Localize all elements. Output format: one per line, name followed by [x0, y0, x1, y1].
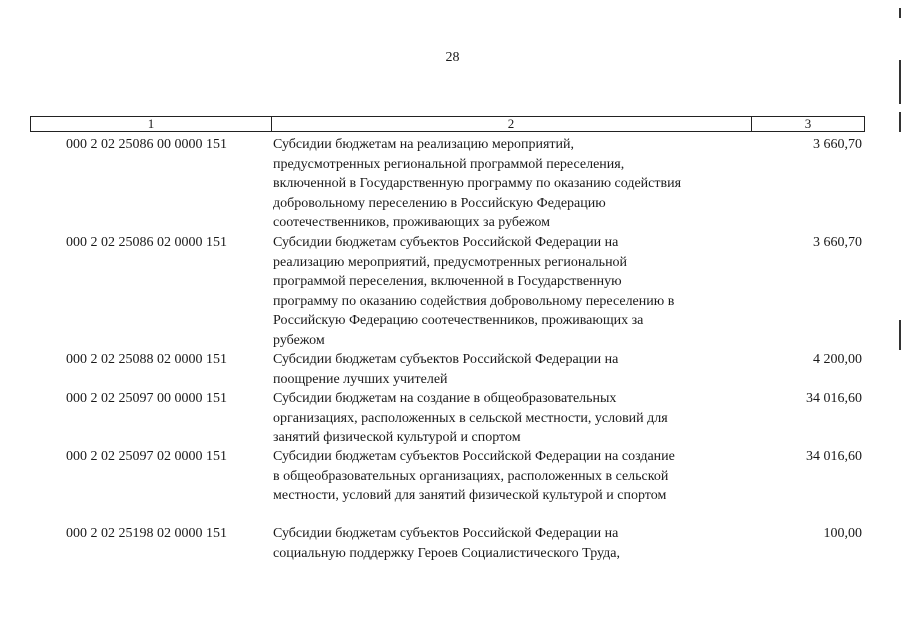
- description-line: программу по оказанию содействия добровольному переселению в: [273, 293, 675, 309]
- row-description: [273, 233, 723, 350]
- table-header: [30, 116, 865, 132]
- description-line: программой переселения, включенной в Государственную: [273, 274, 622, 289]
- row-description: [273, 135, 723, 233]
- description-line: поощрение лучших учителей: [273, 371, 448, 387]
- row-code: 000 2 02 25097 02 0000 151: [66, 449, 227, 464]
- description-line: рубежом: [273, 332, 325, 348]
- description-line: занятий физической культурой и спортом: [273, 430, 521, 445]
- row-amount: 100,00: [823, 526, 862, 541]
- row-code: 000 2 02 25086 02 0000 151: [66, 235, 227, 250]
- description-line: соотечественников, проживающих за рубежом: [273, 215, 550, 230]
- description-line: Субсидии бюджетам на создание в общеобразовательных: [273, 391, 617, 406]
- description-line: в общеобразовательных организациях, расположенных в сельской: [273, 468, 669, 484]
- scan-edge-mark: [899, 320, 901, 350]
- row-amount: 4 200,00: [813, 352, 862, 367]
- row-code: 000 2 02 25086 00 0000 151: [66, 137, 227, 152]
- description-line: организациях, расположенных в сельской местности, условий для: [273, 410, 668, 426]
- header-col-2: 2: [271, 117, 752, 131]
- description-line: Субсидии бюджетам субъектов Российской Федерации на: [273, 235, 619, 250]
- row-amount: 34 016,60: [806, 391, 862, 406]
- description-line: местности, условий для занятий физической культурой и спортом: [273, 488, 667, 503]
- row-amount: 34 016,60: [806, 449, 862, 464]
- scan-edge-mark: [899, 112, 901, 132]
- scan-edge-mark: [899, 8, 901, 18]
- row-code: 000 2 02 25097 00 0000 151: [66, 391, 227, 406]
- description-line: социальную поддержку Героев Социалистического Труда,: [273, 545, 620, 561]
- row-code: 000 2 02 25088 02 0000 151: [66, 352, 227, 367]
- scan-edge-mark: [899, 60, 901, 104]
- description-line: реализацию мероприятий, предусмотренных региональной: [273, 254, 628, 270]
- description-line: Субсидии бюджетам субъектов Российской Федерации на: [273, 352, 619, 367]
- description-line: предусмотренных региональной программой переселения,: [273, 156, 625, 172]
- row-description: [273, 447, 723, 506]
- description-line: Субсидии бюджетам субъектов Российской Федерации на: [273, 526, 619, 541]
- row-code: 000 2 02 25198 02 0000 151: [66, 526, 227, 541]
- row-description: [273, 389, 723, 448]
- header-col-1: 1: [31, 117, 272, 131]
- description-line: Субсидии бюджетам субъектов Российской Федерации на создание: [273, 449, 675, 464]
- description-line: добровольному переселению в Российскую Федерацию: [273, 195, 606, 211]
- description-line: Субсидии бюджетам на реализацию мероприятий,: [273, 137, 574, 152]
- description-line: включенной в Государственную программу по оказанию содействия: [273, 176, 682, 191]
- row-description: [273, 524, 723, 563]
- page-number: 28: [445, 50, 460, 65]
- row-amount: 3 660,70: [813, 235, 862, 250]
- description-line: Российскую Федерацию соотечественников, проживающих за: [273, 313, 644, 328]
- row-amount: 3 660,70: [813, 137, 862, 152]
- row-description: [273, 350, 723, 389]
- header-col-3: 3: [804, 116, 812, 131]
